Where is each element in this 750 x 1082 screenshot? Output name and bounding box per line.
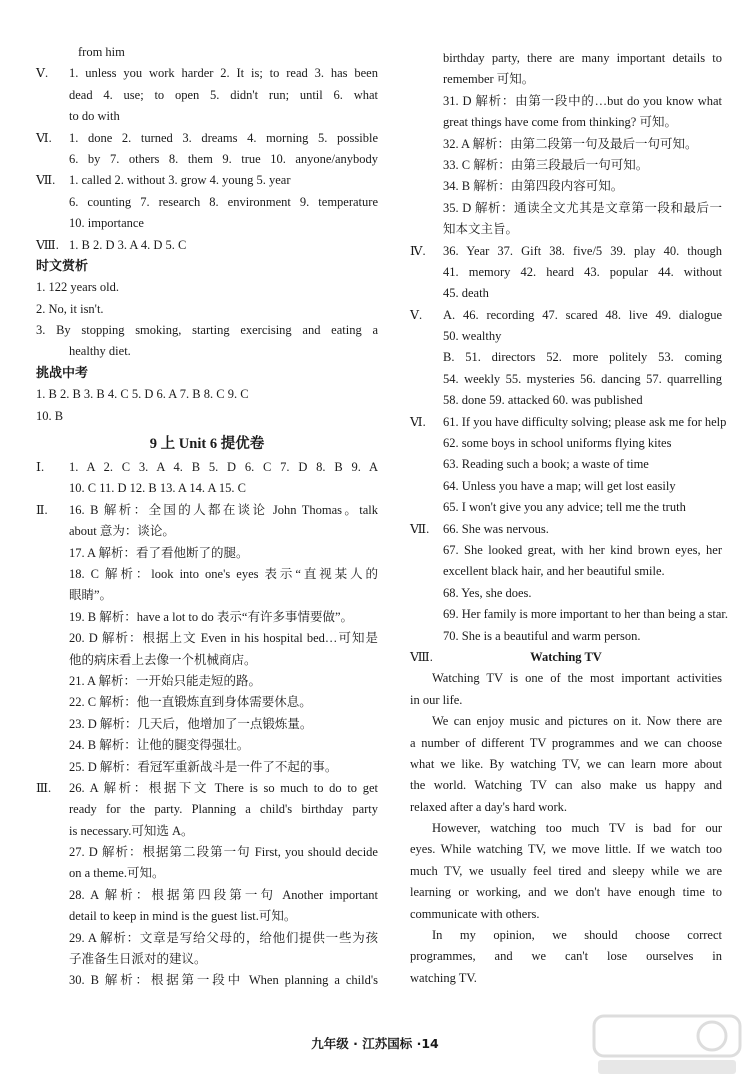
essay-line [410, 904, 722, 925]
answer-text: 69. Her family is more important to her than being a star. [443, 607, 728, 622]
essay-text: However, watching too much TV is bad for our [432, 821, 722, 836]
essay-line [410, 818, 722, 839]
answer-line [410, 48, 722, 69]
answer-line [410, 241, 722, 262]
answer-text: 23. D 解析：几天后，他增加了一点锻炼量。 [69, 716, 313, 731]
section-numeral: Ⅵ. [36, 130, 52, 145]
answer-line [36, 235, 378, 256]
answer-text: 18. C 解析：look into one's eyes 表示“直视某人的 [69, 566, 378, 581]
answer-text: to do with [69, 109, 120, 124]
section-heading [36, 256, 378, 277]
answer-line [36, 778, 378, 799]
section-numeral: Ⅱ. [36, 502, 48, 517]
answer-line [410, 390, 722, 411]
answer-line [36, 320, 378, 341]
answer-line [36, 757, 378, 778]
answer-line [410, 497, 722, 518]
answer-line [410, 176, 722, 197]
answer-line [410, 198, 722, 219]
answer-line [36, 341, 378, 362]
essay-text: eyes. While watching TV, we move little. If we watch too [410, 842, 722, 857]
answer-text: 20. D 解析：根据上文 Even in his hospital bed…可知是 [69, 631, 378, 646]
essay-text: relaxed after a day's hard work. [410, 799, 568, 814]
section-numeral: Ⅶ. [36, 173, 56, 188]
answer-text: 19. B 解析：have a lot to do 表示“有许多事情要做”。 [69, 609, 353, 624]
answer-text: is necessary.可知选 A。 [69, 823, 194, 838]
answer-line [410, 91, 722, 112]
essay-text: watching TV. [410, 970, 477, 985]
answer-text: 10. importance [69, 216, 144, 231]
answer-text: 64. Unless you have a map; will get lost easily [443, 478, 676, 493]
section-numeral: Ⅷ. [36, 237, 59, 252]
essay-text: Watching TV is one of the most important activities [432, 671, 722, 686]
answer-line [36, 170, 378, 191]
essay-line [410, 668, 722, 689]
answer-text: 3. By stopping smoking, starting exercising and eating a [36, 323, 378, 338]
essay-line [410, 882, 722, 903]
answer-text: 10. C 11. D 12. B 13. A 14. A 15. C [69, 481, 246, 496]
answer-line [36, 949, 378, 970]
answer-line [410, 155, 722, 176]
answer-line [36, 714, 378, 735]
answer-text: 66. She was nervous. [443, 521, 549, 536]
right-column [410, 48, 728, 989]
answer-text: detail to keep in mind is the guest list.可知。 [69, 909, 297, 924]
answer-text: 1. done 2. turned 3. dreams 4. morning 5. possible [69, 130, 378, 145]
answer-text: A. 46. recording 47. scared 48. live 49. dialogue [443, 307, 722, 322]
answer-line [36, 863, 378, 884]
answer-text: 时文赏析 [36, 258, 89, 274]
answer-text: 65. I won't give you any advice; tell me the truth [443, 500, 686, 515]
answer-line [36, 213, 378, 234]
answer-line [36, 585, 378, 606]
answer-line [36, 457, 378, 478]
answer-line [36, 607, 378, 628]
essay-line [410, 861, 722, 882]
answer-text: excellent black hair, and her beautiful smile. [443, 564, 665, 579]
essay-text: a number of different TV programmes and we can choose [410, 735, 722, 750]
answer-line [36, 384, 378, 405]
answer-text: on a theme.可知。 [69, 866, 165, 881]
answer-text: 10. B [36, 408, 64, 423]
answer-line [410, 305, 722, 326]
answer-text: 41. memory 42. heard 43. popular 44. without [443, 264, 722, 279]
answer-text: 63. Reading such a book; a waste of time [443, 457, 649, 472]
answer-line [410, 583, 722, 604]
answer-text: 62. some boys in school uniforms flying kites [443, 436, 672, 451]
answer-text: 31. D 解析：由第一段中的…but do you know what [443, 93, 722, 108]
answer-text: remember 可知。 [443, 72, 535, 87]
answer-line [36, 821, 378, 842]
watermark-logo [592, 1012, 742, 1076]
answer-text: 36. Year 37. Gift 38. five/5 39. play 40. though [443, 243, 722, 258]
answer-text: 2. No, it isn't. [36, 301, 104, 316]
essay-text: In my opinion, we should choose correct [432, 928, 722, 943]
essay-line [410, 733, 722, 754]
answer-text: 22. C 解析：他一直锻炼直到身体需要休息。 [69, 695, 312, 710]
answer-text: 32. A 解析：由第二段第一句及最后一句可知。 [443, 136, 698, 151]
answer-text: 知本文主旨。 [443, 222, 519, 237]
essay-line [410, 690, 722, 711]
answer-line [410, 476, 722, 497]
answer-line [410, 604, 728, 625]
answer-text: 29. A 解析：文章是写给父母的，给他们提供一些为孩 [69, 930, 378, 945]
answer-text: healthy diet. [69, 344, 131, 359]
answer-text: 30. B 解析：根据第一段中 When planning a child's [69, 973, 378, 988]
answer-text: 35. D 解析：通读全文尤其是文章第一段和最后一 [443, 200, 722, 215]
answer-text: 16. B 解析：全国的人都在谈论 John Thomas。talk [69, 502, 378, 517]
answer-text: 54. weekly 55. mysteries 56. dancing 57. quarrelling [443, 371, 722, 386]
essay-line [410, 711, 722, 732]
answer-line [410, 412, 727, 433]
answer-line [410, 540, 722, 561]
answer-text: 70. She is a beautiful and warm person. [443, 628, 641, 643]
answer-text: 6. counting 7. research 8. environment 9. temperature [69, 194, 378, 209]
essay-text: programmes, and we can't lose ourselves in [410, 949, 722, 964]
answer-text: great things have come from thinking? 可知。 [443, 115, 677, 130]
answer-text: 1. unless you work harder 2. It is; to read 3. has been [69, 66, 378, 81]
answer-line [410, 626, 722, 647]
answer-text: 33. C 解析：由第三段最后一句可知。 [443, 157, 649, 172]
essay-line [410, 775, 722, 796]
essay-line [410, 925, 722, 946]
answer-line [410, 69, 722, 90]
answer-line [36, 842, 378, 863]
essay-line [410, 754, 722, 775]
answer-line [410, 347, 722, 368]
answer-line [36, 192, 378, 213]
answer-text: about 意为：谈论。 [69, 524, 175, 539]
answer-line [36, 564, 378, 585]
essay-line [410, 797, 722, 818]
answer-text: 他的病床看上去像一个机械商店。 [69, 652, 257, 667]
answer-line [36, 299, 378, 320]
answer-line [410, 561, 722, 582]
essay-text: much TV, we usually feel tired and sleepy while we are [410, 863, 722, 878]
answer-line [36, 692, 378, 713]
answer-line [36, 628, 378, 649]
answer-text: 28. A 解析：根据第四段第一句 Another important [69, 887, 378, 902]
answer-line [36, 906, 378, 927]
section-numeral: Ⅵ. [410, 414, 426, 429]
essay-text: the world. Watching TV can also make us happy and [410, 778, 722, 793]
answer-line [410, 112, 722, 133]
answer-line [36, 799, 378, 820]
answer-text: 眼睛”。 [69, 588, 113, 603]
answer-text: 58. done 59. attacked 60. was published [443, 393, 643, 408]
answer-text: 50. wealthy [443, 329, 502, 344]
answer-line [36, 277, 378, 298]
answer-line [36, 42, 378, 63]
essay-text: what we like. By watching TV, we can learn more about [410, 756, 722, 771]
answer-text: 1. called 2. without 3. grow 4. young 5. year [69, 173, 291, 188]
left-column [36, 42, 378, 992]
answer-text: 21. A 解析：一开始只能走短的路。 [69, 673, 262, 688]
answer-text: 26. A 解析：根据下文 There is so much to do to get [69, 780, 378, 795]
answer-line [36, 106, 378, 127]
answer-line [410, 283, 722, 304]
essay-text: communicate with others. [410, 906, 540, 921]
answer-text: dead 4. use; to open 5. didn't run; until 6. what [69, 87, 378, 102]
section-numeral: Ⅰ. [36, 460, 45, 475]
essay-line [410, 968, 722, 989]
answer-text: 24. B 解析：让他的腿变得强壮。 [69, 738, 250, 753]
answer-text: 1. 122 years old. [36, 280, 119, 295]
answer-line [410, 454, 722, 475]
essay-line [410, 839, 722, 860]
essay-text: We can enjoy music and pictures on it. Now there are [432, 714, 722, 729]
answer-line [36, 521, 378, 542]
answer-text: from him [78, 45, 125, 59]
answer-line [410, 219, 722, 240]
answer-text: 67. She looked great, with her kind brown eyes, her [443, 542, 722, 557]
answer-text: 6. by 7. others 8. them 9. true 10. anyone/anybody [69, 151, 378, 166]
section-numeral: Ⅲ. [36, 780, 52, 795]
answer-line [36, 128, 378, 149]
answer-line [36, 63, 378, 84]
answer-line [36, 85, 378, 106]
section-numeral: Ⅴ. [410, 307, 423, 322]
answer-line [410, 326, 722, 347]
answer-text: B. 51. directors 52. more politely 53. coming [443, 350, 722, 365]
answer-line [36, 500, 378, 521]
answer-line [410, 262, 722, 283]
answer-text: 1. A 2. C 3. A 4. B 5. D 6. C 7. D 8. B 9. A [69, 460, 378, 475]
answer-text: 挑战中考 [36, 365, 89, 381]
answer-text: 子准备生日派对的建议。 [69, 952, 207, 967]
answer-text: birthday party, there are many important details to [443, 51, 722, 65]
section-numeral: Ⅴ. [36, 66, 49, 81]
answer-text: 61. If you have difficulty solving; please ask me for help [443, 414, 727, 429]
answer-line [36, 650, 378, 671]
answer-text: 34. B 解析：由第四段内容可知。 [443, 179, 624, 194]
answer-text: ready for the party. Planning a child's birthday party [69, 802, 378, 817]
answer-line [36, 478, 378, 499]
answer-line [36, 885, 378, 906]
section-numeral: Ⅷ. [410, 649, 433, 664]
answer-line [36, 149, 378, 170]
answer-line [36, 970, 378, 991]
section-numeral: Ⅶ. [410, 521, 430, 536]
answer-text: 45. death [443, 286, 489, 301]
essay-text: in our life. [410, 692, 463, 707]
answer-text: 68. Yes, she does. [443, 585, 532, 600]
answer-line [36, 735, 378, 756]
unit-title: 9 上 Unit 6 提优卷 [149, 436, 265, 453]
answer-line [410, 369, 722, 390]
section-heading [36, 363, 378, 384]
answer-line [410, 433, 722, 454]
essay-header [410, 647, 722, 668]
answer-line [36, 543, 378, 564]
section-numeral: Ⅳ. [410, 243, 426, 258]
answer-line [36, 928, 378, 949]
answer-line [410, 519, 722, 540]
answer-text: 1. B 2. B 3. B 4. C 5. D 6. A 7. B 8. C 9. C [36, 387, 249, 402]
essay-line [410, 946, 722, 967]
answer-line [36, 406, 378, 427]
answer-text: 1. B 2. D 3. A 4. D 5. C [69, 237, 187, 252]
answer-text: 25. D 解析：看冠军重新战斗是一件了不起的事。 [69, 759, 338, 774]
answer-text: 27. D 解析：根据第二段第一句 First, you should decide [69, 845, 378, 860]
answer-text: 17. A 解析：看了看他断了的腿。 [69, 545, 249, 560]
answer-line [410, 134, 722, 155]
page-footer: 九年级 · 江苏国标 ·14 [311, 1036, 439, 1051]
answer-line [36, 671, 378, 692]
essay-text: learning or working, and we don't have enough time to [410, 885, 722, 900]
essay-title: Watching TV [530, 649, 602, 664]
